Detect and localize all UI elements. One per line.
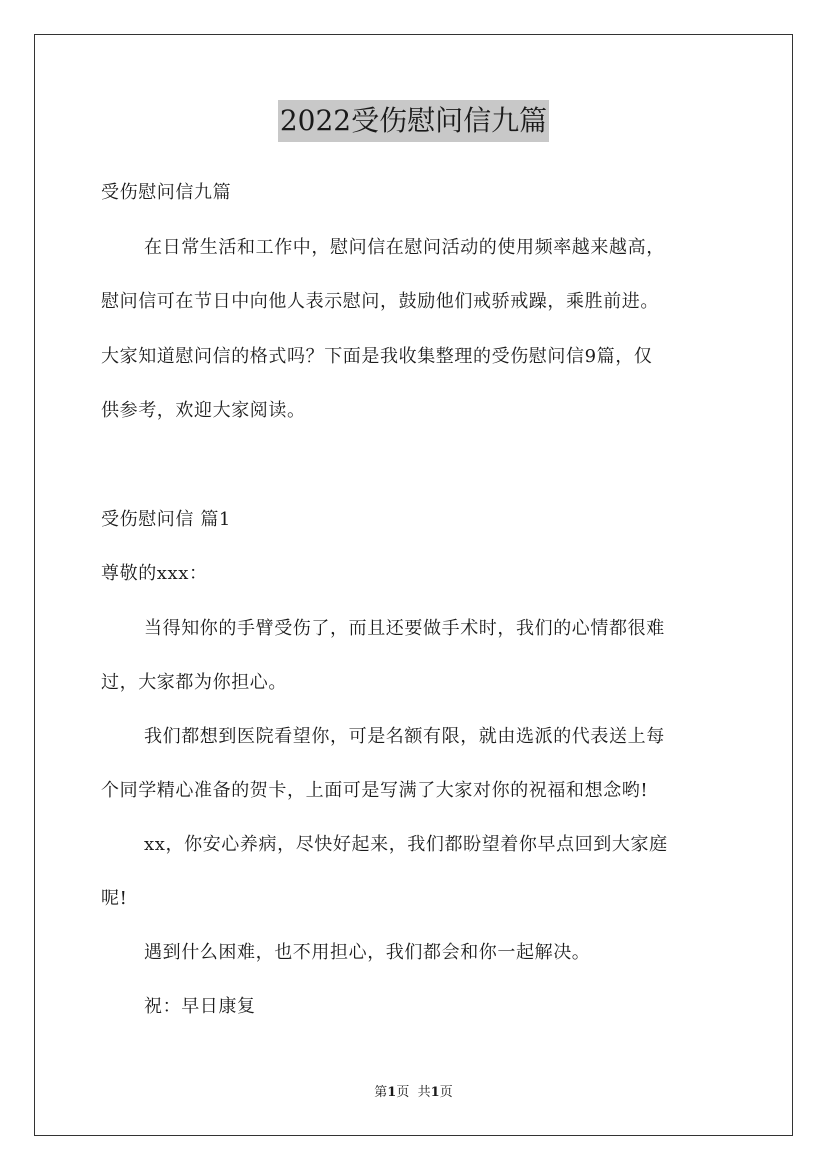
- page-number: 1: [387, 1085, 397, 1100]
- intro-line-2: 慰问信可在节日中向他人表示慰问，鼓励他们戒骄戒躁，乘胜前进。: [101, 291, 659, 312]
- document-title-text: 2022受伤慰问信九篇: [278, 100, 549, 142]
- total-pages-suffix: 页: [439, 1085, 453, 1100]
- page-number-prefix: 第: [374, 1085, 388, 1100]
- body-line-2: 过，大家都为你担心。: [101, 672, 287, 693]
- body-line-1: 当得知你的手臂受伤了，而且还要做手术时，我们的心情都很难: [144, 618, 665, 639]
- body-line-5: xx，你安心养病，尽快好起来，我们都盼望着你早点回到大家庭: [144, 834, 668, 855]
- intro-line-3: 大家知道慰问信的格式吗？下面是我收集整理的受伤慰问信9篇，仅: [101, 346, 653, 367]
- section-heading: 受伤慰问信 篇1: [101, 509, 231, 530]
- page-footer: [0, 1084, 827, 1102]
- body-line-6: 呢!: [101, 888, 128, 909]
- total-pages-prefix: 共: [417, 1085, 431, 1100]
- intro-line-1: 在日常生活和工作中，慰问信在慰问活动的使用频率越来越高，: [144, 237, 665, 258]
- document-title: [0, 100, 827, 142]
- body-line-3: 我们都想到医院看望你，可是名额有限，就由选派的代表送上每: [144, 726, 665, 747]
- letter-closing: 祝：早日康复: [144, 996, 256, 1017]
- body-line-7: 遇到什么困难，也不用担心，我们都会和你一起解决。: [144, 942, 591, 963]
- total-pages: 1: [430, 1085, 440, 1100]
- body-line-4: 个同学精心准备的贺卡，上面可是写满了大家对你的祝福和想念哟!: [101, 780, 649, 801]
- intro-line-4: 供参考，欢迎大家阅读。: [101, 400, 306, 421]
- document-subtitle: 受伤慰问信九篇: [101, 182, 232, 203]
- page-number-suffix: 页: [396, 1085, 410, 1100]
- letter-salutation: 尊敬的xxx：: [101, 563, 208, 584]
